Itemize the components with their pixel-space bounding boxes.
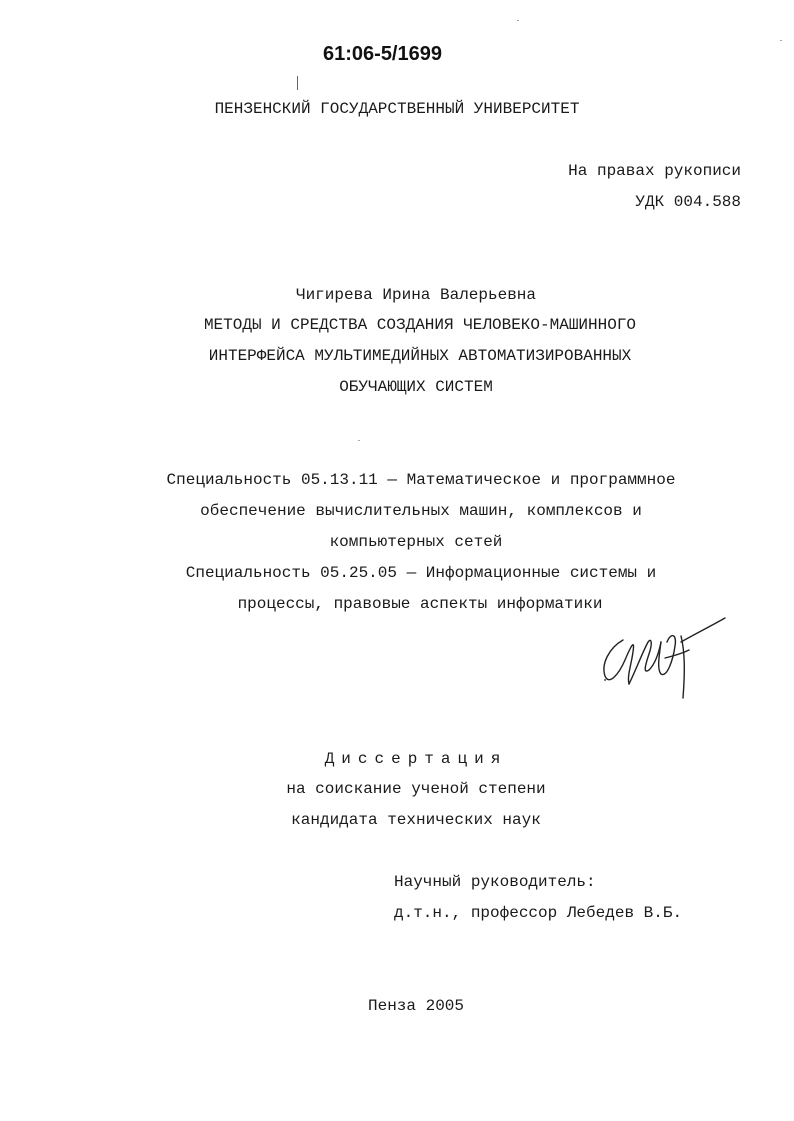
thesis-title-line-3: ОБУЧАЮЩИХ СИСТЕМ (339, 378, 493, 396)
udc-code: УДК 004.588 (635, 193, 741, 211)
scan-speck (517, 20, 519, 21)
archive-stamp-code: 61:06-5/1699 (323, 43, 442, 65)
thesis-title-line-2: ИНТЕРФЕЙСА МУЛЬТИМЕДИЙНЫХ АВТОМАТИЗИРОВАННЫХ (208, 347, 632, 365)
specialty-line-4: Специальность 05.25.05 — Информационные системы и (185, 564, 657, 582)
degree-line-2: кандидата технических наук (291, 811, 541, 829)
specialty-line-1: Специальность 05.13.11 — Математическое и программное (166, 471, 676, 489)
scan-speck (780, 40, 782, 41)
author-name: Чигирева Ирина Валерьевна (295, 286, 537, 304)
specialty-line-5: процессы, правовые аспекты информатики (237, 595, 603, 613)
scan-speck (358, 440, 360, 441)
supervisor-name: д.т.н., профессор Лебедев В.Б. (394, 904, 683, 922)
degree-line-1: на соискание ученой степени (286, 780, 546, 798)
margin-tick-mark (297, 76, 298, 90)
specialty-line-3: компьютерных сетей (329, 533, 503, 551)
supervisor-label: Научный руководитель: (394, 873, 596, 891)
manuscript-rights-note: На правах рукописи (568, 162, 741, 180)
university-name: ПЕНЗЕНСКИЙ ГОСУДАРСТВЕННЫЙ УНИВЕРСИТЕТ (214, 100, 580, 118)
thesis-title-line-1: МЕТОДЫ И СРЕДСТВА СОЗДАНИЯ ЧЕЛОВЕКО-МАШИННОГО (203, 316, 637, 334)
specialty-line-2: обеспечение вычислительных машин, комплексов и (200, 502, 642, 520)
author-signature (595, 612, 730, 700)
place-and-year: Пенза 2005 (367, 997, 464, 1015)
dissertation-label: Диссертация (324, 750, 508, 768)
